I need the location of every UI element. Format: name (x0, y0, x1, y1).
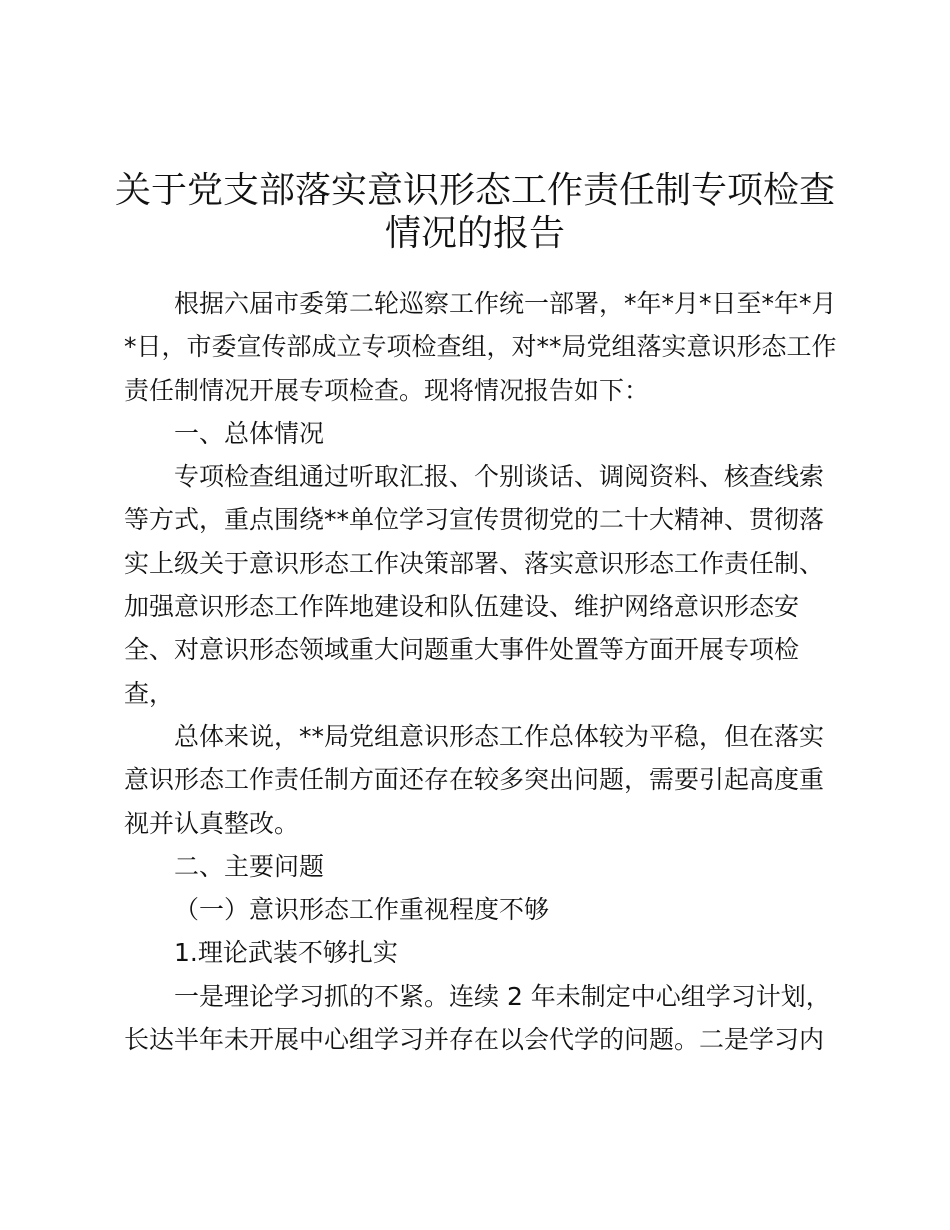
body-line: 专项检查组通过听取汇报、个别谈话、调阅资料、核查线索 (174, 462, 825, 492)
body-line: 意识形态工作责任制方面还存在较多突出问题，需要引起高度重 (124, 765, 825, 795)
body-line: 一是理论学习抓的不紧。连续 2 年未制定中心组学习计划， (174, 981, 831, 1011)
body-line: 等方式，重点围绕**单位学习宣传贯彻党的二十大精神、贯彻落 (124, 505, 825, 535)
document-body (124, 282, 844, 1061)
body-line: *日，市委宣传部成立专项检查组，对**局党组落实意识形态工作 (124, 332, 837, 362)
body-line: 全、对意识形态领域重大问题重大事件处置等方面开展专项检 (124, 635, 800, 665)
body-line: 长达半年未开展中心组学习并存在以会代学的问题。二是学习内 (124, 1025, 825, 1055)
section-heading-problems: 二、主要问题 (174, 851, 325, 881)
body-line: 责任制情况开展专项检查。现将情况报告如下： (124, 375, 650, 405)
body-line: 查， (124, 678, 175, 708)
section-heading-overview: 一、总体情况 (174, 418, 325, 448)
title-line-1: 关于党支部落实意识形态工作责任制专项检查 (114, 170, 835, 211)
body-line: 根据六届市委第二轮巡察工作统一部署，*年*月*日至*年*月 (174, 289, 837, 318)
body-line: 加强意识形态工作阵地建设和队伍建设、维护网络意识形态安 (124, 592, 800, 622)
item-heading: 1.理论武装不够扎实 (174, 938, 398, 968)
body-line: 实上级关于意识形态工作决策部署、落实意识形态工作责任制、 (124, 548, 825, 578)
subsection-heading: （一）意识形态工作重视程度不够 (174, 895, 550, 925)
body-line: 视并认真整改。 (124, 808, 300, 838)
body-line: 总体来说，**局党组意识形态工作总体较为平稳，但在落实 (174, 721, 825, 751)
title-line-2: 情况的报告 (384, 213, 565, 255)
document-title (110, 165, 840, 255)
